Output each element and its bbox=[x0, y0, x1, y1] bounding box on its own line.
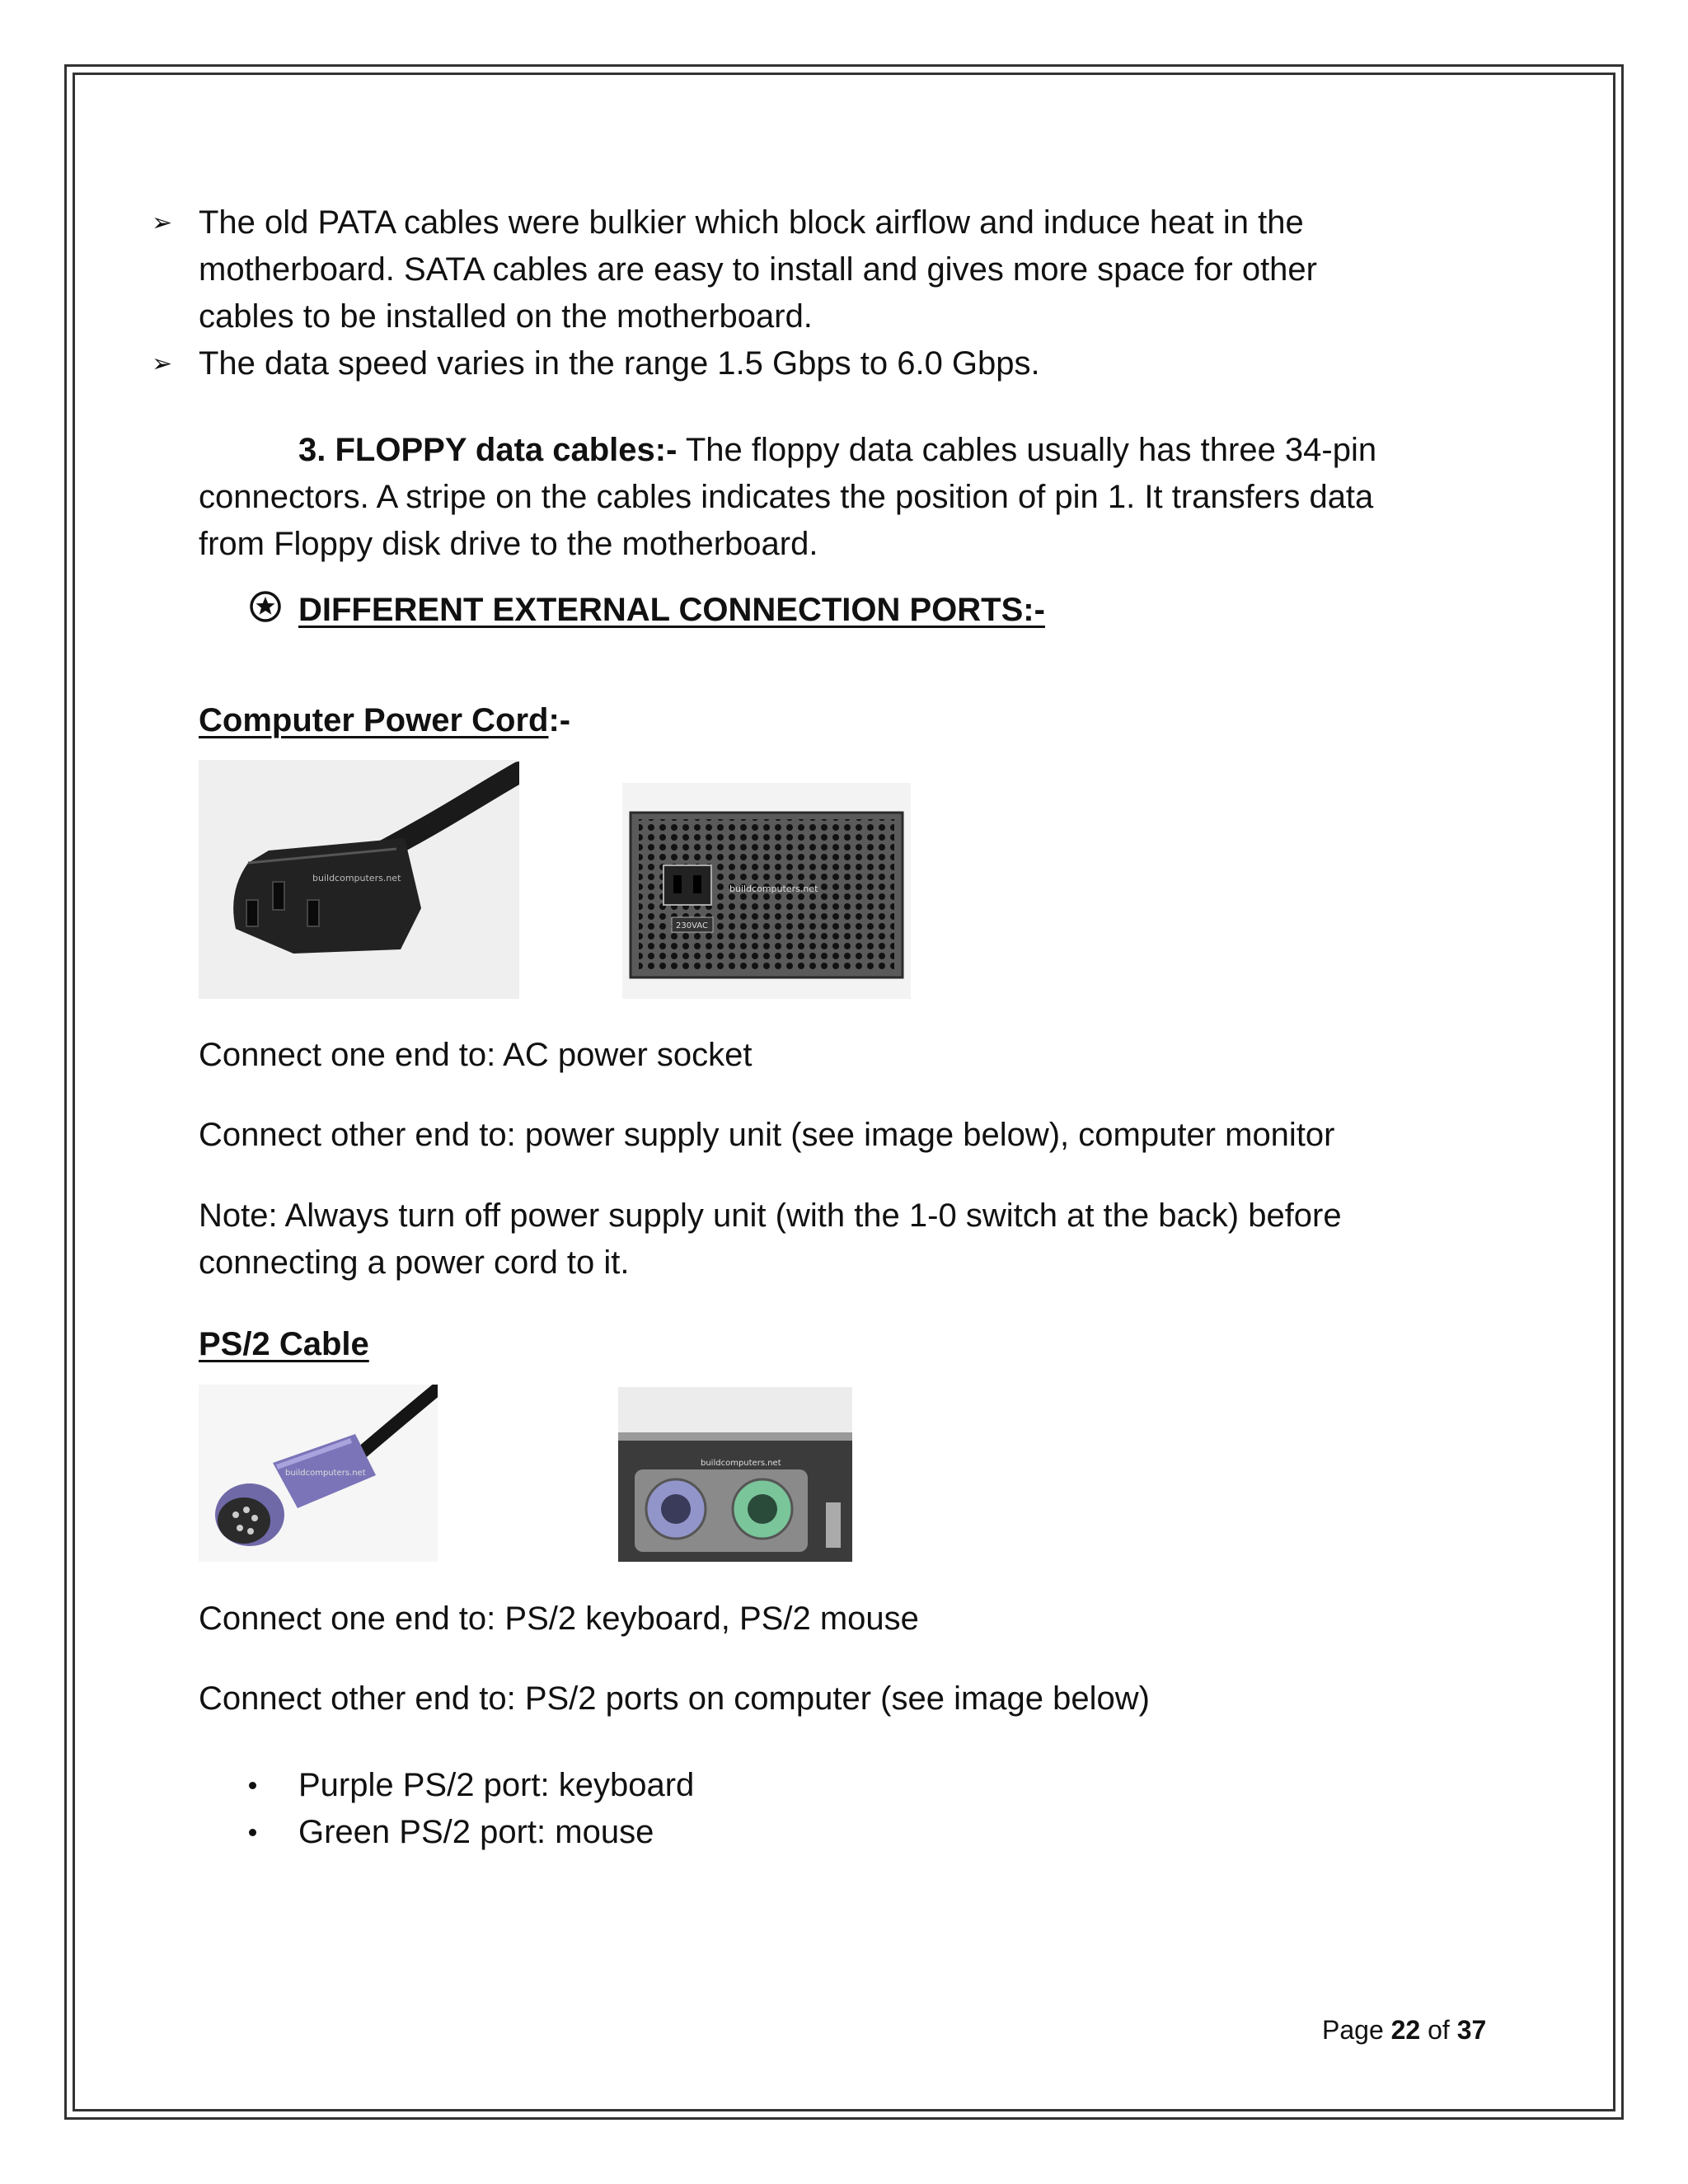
power-connect-one: Connect one end to: AC power socket bbox=[199, 1037, 753, 1073]
bullet-text-line: cables to be installed on the motherboard. bbox=[199, 298, 813, 335]
power-connect-other: Connect other end to: power supply unit (see image below), computer monitor bbox=[199, 1117, 1335, 1153]
section-heading: DIFFERENT EXTERNAL CONNECTION PORTS:- bbox=[298, 592, 1045, 628]
ps2-connect-one: Connect one end to: PS/2 keyboard, PS/2 mouse bbox=[199, 1601, 919, 1637]
power-cord-heading: Computer Power Cord bbox=[199, 702, 549, 738]
floppy-line2: connectors. A stripe on the cables indicates the position of pin 1. It transfers data bbox=[199, 479, 1374, 515]
page-current: 22 bbox=[1390, 2015, 1421, 2045]
floppy-line3: from Floppy disk drive to the motherboard. bbox=[199, 526, 818, 562]
bullet-dot-icon bbox=[249, 1782, 256, 1789]
page-number bbox=[1322, 2013, 1486, 2046]
bullet-text-line: The old PATA cables were bulkier which block airflow and induce heat in the bbox=[199, 204, 1304, 241]
power-cord-heading-line bbox=[199, 697, 570, 744]
page-prefix: Page bbox=[1322, 2015, 1391, 2045]
page-total: 37 bbox=[1456, 2015, 1487, 2045]
watermark-text: buildcomputers.net bbox=[312, 873, 401, 883]
ps2-port-item: Green PS/2 port: mouse bbox=[298, 1814, 654, 1850]
power-note-line1: Note: Always turn off power supply unit (with the 1-0 switch at the back) before bbox=[199, 1197, 1342, 1234]
ps2-ports-image bbox=[618, 1387, 852, 1562]
power-supply-image bbox=[622, 783, 911, 999]
ps2-cable-image bbox=[199, 1385, 438, 1562]
ps2-port-item: Purple PS/2 port: keyboard bbox=[298, 1767, 695, 1803]
power-cord-heading-suffix: :- bbox=[548, 702, 571, 738]
ps2-connect-other: Connect other end to: PS/2 ports on computer (see image below) bbox=[199, 1680, 1150, 1717]
psu-voltage-label: 230VAC bbox=[676, 921, 708, 930]
page-middle: of bbox=[1420, 2015, 1457, 2045]
floppy-line1-text: The floppy data cables usually has three 34-pin bbox=[677, 432, 1377, 468]
arrow-bullet-icon: ➢ bbox=[152, 350, 173, 377]
star-circle-icon bbox=[249, 590, 282, 623]
watermark-text: buildcomputers.net bbox=[701, 1459, 781, 1468]
floppy-heading: 3. FLOPPY data cables:- bbox=[298, 432, 678, 468]
bullet-text-line: The data speed varies in the range 1.5 Gbps to 6.0 Gbps. bbox=[199, 345, 1040, 382]
arrow-bullet-icon: ➢ bbox=[152, 209, 173, 237]
floppy-first-line bbox=[298, 427, 1376, 474]
ps2-heading: PS/2 Cable bbox=[199, 1326, 369, 1362]
power-cord-image bbox=[199, 760, 519, 999]
bullet-text-line: motherboard. SATA cables are easy to install and gives more space for other bbox=[199, 251, 1317, 288]
bullet-dot-icon bbox=[249, 1829, 256, 1836]
watermark-text: buildcomputers.net bbox=[729, 883, 818, 894]
watermark-text: buildcomputers.net bbox=[285, 1469, 366, 1478]
power-note-line2: connecting a power cord to it. bbox=[199, 1244, 630, 1281]
